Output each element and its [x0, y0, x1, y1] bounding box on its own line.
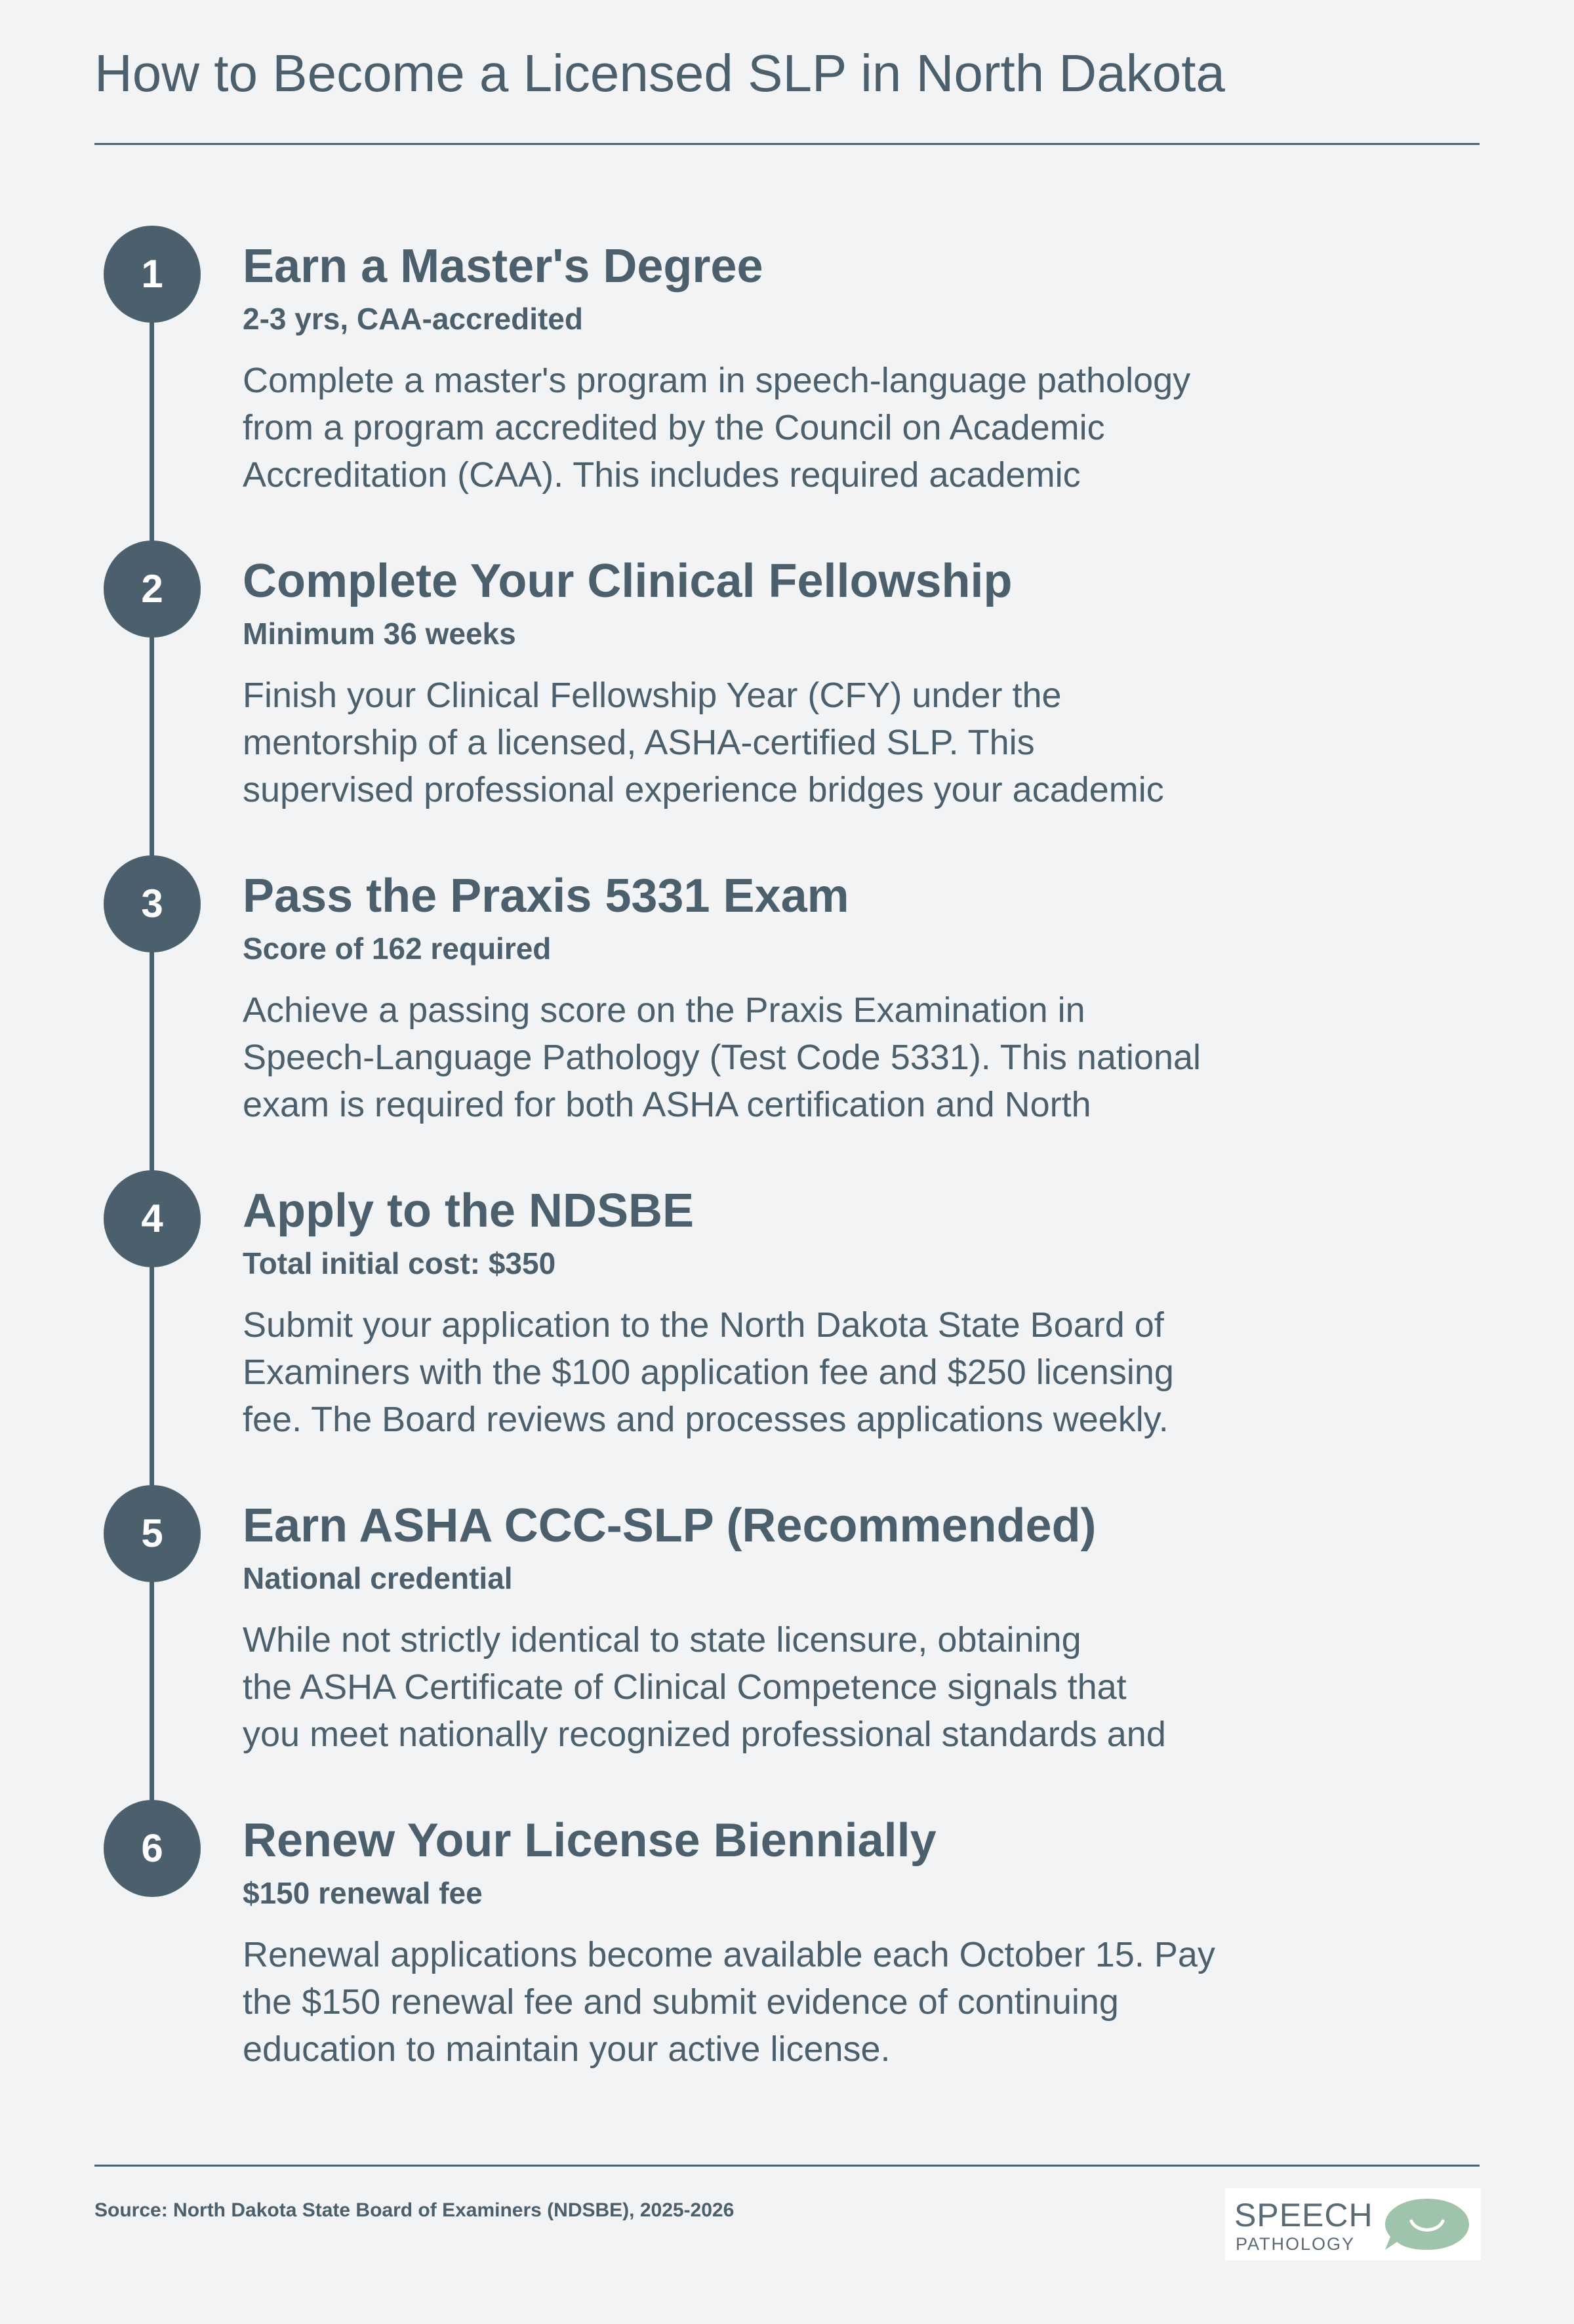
- step-description: [243, 1301, 1318, 1443]
- step-subtitle: Score of 162 required: [243, 931, 552, 966]
- step-description: [243, 1616, 1318, 1758]
- footer-divider: [94, 2165, 1480, 2167]
- description-line: Examiners with the $100 application fee and $250 licensing: [243, 1353, 1174, 1392]
- description-line: from a program accredited by the Council on Academic: [243, 408, 1105, 447]
- speech-pathology-logo: [1225, 2188, 1481, 2260]
- description-line: Accreditation (CAA). This includes required academic: [243, 455, 1081, 495]
- page-title: How to Become a Licensed SLP in North Dakota: [94, 44, 1225, 102]
- description-line: the ASHA Certificate of Clinical Competence signals that: [243, 1667, 1127, 1707]
- description-line: Achieve a passing score on the Praxis Examination in: [243, 990, 1085, 1030]
- logo-word-speech: SPEECH: [1234, 2197, 1373, 2233]
- step-subtitle: National credential: [243, 1561, 513, 1595]
- step-description: [243, 357, 1318, 499]
- step-title: Pass the Praxis 5331 Exam: [243, 870, 849, 922]
- description-line: fee. The Board reviews and processes applications weekly.: [243, 1400, 1169, 1439]
- description-line: Complete a master's program in speech-language pathology: [243, 361, 1191, 400]
- description-line: the $150 renewal fee and submit evidence of continuing: [243, 1982, 1119, 2022]
- speech-bubble-smile-icon: [1381, 2195, 1473, 2254]
- step-number-badge: 1: [104, 226, 201, 323]
- timeline-line: [150, 275, 154, 1850]
- description-line: exam is required for both ASHA certification and North: [243, 1085, 1091, 1124]
- step-title: Earn a Master's Degree: [243, 240, 763, 293]
- step-subtitle: Total initial cost: $350: [243, 1246, 556, 1280]
- description-line: mentorship of a licensed, ASHA-certified SLP. This: [243, 723, 1035, 762]
- description-line: Submit your application to the North Dakota State Board of: [243, 1305, 1164, 1345]
- step-number-badge: 5: [104, 1485, 201, 1582]
- step-title: Earn ASHA CCC-SLP (Recommended): [243, 1499, 1097, 1552]
- step-subtitle: 2-3 yrs, CAA-accredited: [243, 302, 583, 336]
- step-title: Complete Your Clinical Fellowship: [243, 555, 1013, 607]
- description-line: supervised professional experience bridges your academic: [243, 770, 1164, 809]
- logo-word-pathology: PATHOLOGY: [1236, 2234, 1356, 2254]
- step-number-badge: 2: [104, 540, 201, 638]
- step-number-badge: 3: [104, 855, 201, 952]
- description-line: While not strictly identical to state licensure, obtaining: [243, 1620, 1081, 1660]
- step-description: [243, 987, 1318, 1128]
- step-description: [243, 1931, 1318, 2073]
- step-description: [243, 672, 1318, 813]
- step-title: Renew Your License Biennially: [243, 1814, 937, 1867]
- description-line: you meet nationally recognized professional standards and: [243, 1715, 1166, 1754]
- step-title: Apply to the NDSBE: [243, 1185, 695, 1237]
- step-subtitle: Minimum 36 weeks: [243, 617, 516, 651]
- step-number-badge: 6: [104, 1800, 201, 1897]
- source-citation: Source: North Dakota State Board of Examiners (NDSBE), 2025-2026: [94, 2199, 735, 2221]
- header-divider: [94, 143, 1480, 145]
- step-subtitle: $150 renewal fee: [243, 1876, 483, 1910]
- description-line: Speech-Language Pathology (Test Code 5331). This national: [243, 1038, 1201, 1077]
- description-line: Renewal applications become available each October 15. Pay: [243, 1935, 1215, 1974]
- description-line: education to maintain your active license.: [243, 2029, 891, 2069]
- description-line: Finish your Clinical Fellowship Year (CFY) under the: [243, 676, 1062, 715]
- step-number-badge: 4: [104, 1170, 201, 1267]
